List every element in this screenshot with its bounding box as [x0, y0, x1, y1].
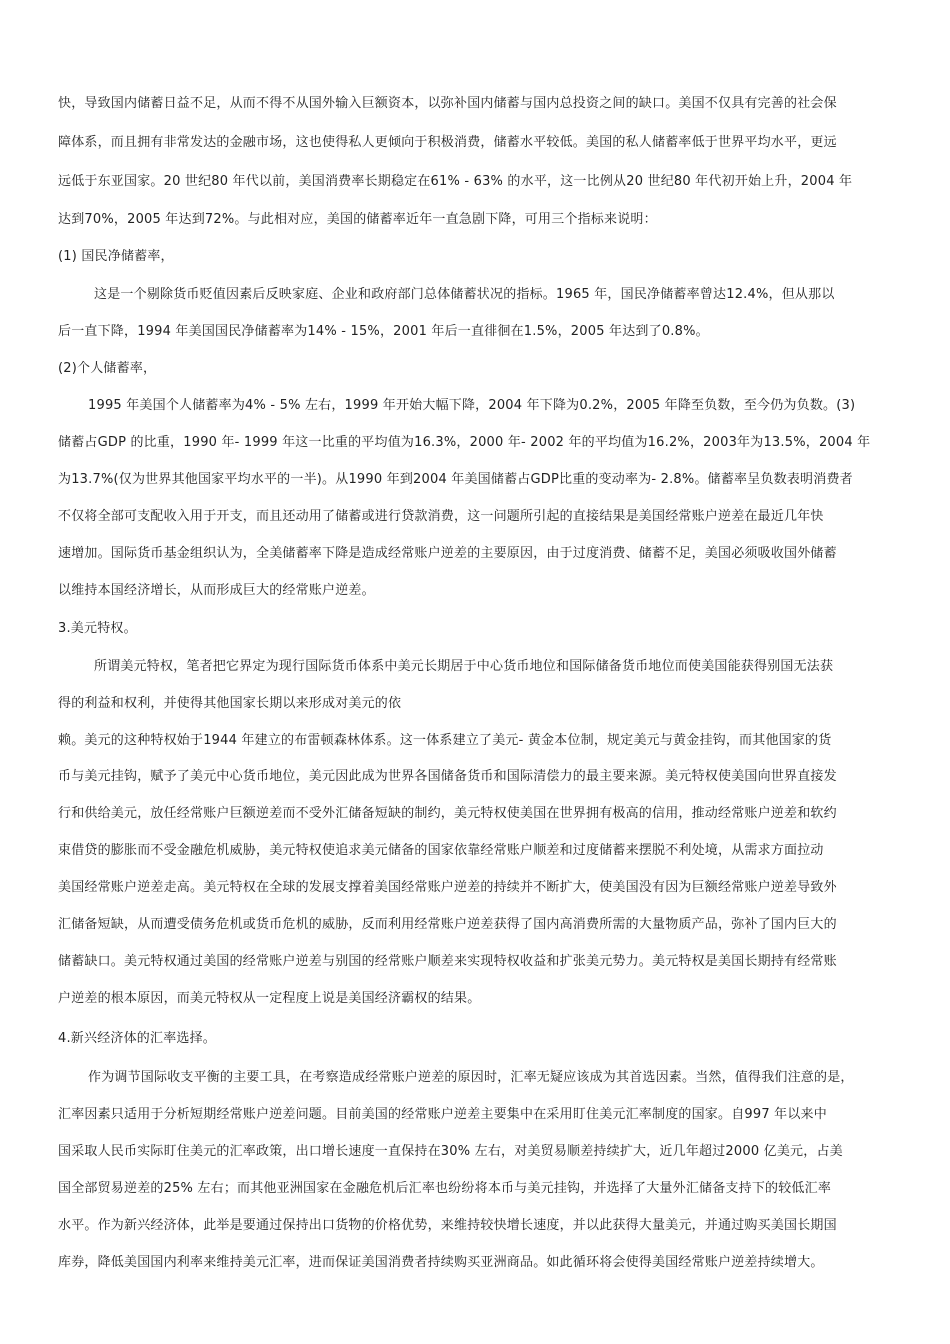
text-line: 汇率因素只适用于分析短期经常账户逆差问题。目前美国的经常账户逆差主要集中在采用盯住美元汇率制度的国家。自997 年以来中: [58, 1107, 827, 1122]
text-line: 水平。作为新兴经济体，此举是要通过保持出口货物的价格优势，来维持较快增长速度，并以此获得大量美元，并通过购买美国长期国: [58, 1218, 837, 1233]
text-line: 后一直下降，1994 年美国国民净储蓄率为14% - 15%，2001 年后一直徘徊在1.5%，2005 年达到了0.8%。: [58, 324, 709, 339]
text-line: 作为调节国际收支平衡的主要工具，在考察造成经常账户逆差的原因时，汇率无疑应该成为其首选因素。当然，值得我们注意的是，: [88, 1070, 854, 1085]
text-line: 汇储备短缺，从而遭受债务危机或货币危机的威胁，反而利用经常账户逆差获得了国内高消费所需的大量物质产品，弥补了国内巨大的: [58, 917, 837, 932]
text-line: 赖。美元的这种特权始于1944 年建立的布雷顿森林体系。这一体系建立了美元- 黄金本位制，规定美元与黄金挂钩，而其他国家的货: [58, 733, 832, 748]
text-line: 以维持本国经济增长，从而形成巨大的经常账户逆差。: [58, 583, 375, 598]
text-line: 户逆差的根本原因，而美元特权从一定程度上说是美国经济霸权的结果。: [58, 991, 481, 1006]
section-heading: 3.美元特权。: [58, 621, 137, 636]
text-line: 币与美元挂钩，赋予了美元中心货币地位，美元因此成为世界各国储备货币和国际清偿力的最主要来源。美元特权使美国向世界直接发: [58, 769, 837, 784]
text-line: 得的利益和权利，并使得其他国家长期以来形成对美元的依: [58, 696, 402, 711]
text-line: 速增加。国际货币基金组织认为，全美储蓄率下降是造成经常账户逆差的主要原因，由于过度消费、储蓄不足，美国必须吸收国外储蓄: [58, 546, 837, 561]
text-line: 障体系，而且拥有非常发达的金融市场，这也使得私人更倾向于积极消费，储蓄水平较低。美国的私人储蓄率低于世界平均水平，更远: [58, 135, 837, 150]
text-line: 不仅将全部可支配收入用于开支，而且还动用了储蓄或进行贷款消费，这一问题所引起的直接结果是美国经常账户逆差在最近几年快: [58, 509, 824, 524]
text-line: 为13.7%(仅为世界其他国家平均水平的一半)。从1990 年到2004 年美国储蓄占GDP比重的变动率为- 2.8%。储蓄率呈负数表明消费者: [58, 472, 853, 487]
text-line: 国采取人民币实际盯住美元的汇率政策，出口增长速度一直保持在30% 左右，对美贸易顺差持续扩大，近几年超过2000 亿美元，占美: [58, 1144, 843, 1159]
text-line: 国全部贸易逆差的25% 左右；而其他亚洲国家在金融危机后汇率也纷纷将本币与美元挂钩，并选择了大量外汇储备支持下的较低汇率: [58, 1181, 832, 1196]
text-line: 1995 年美国个人储蓄率为4% - 5% 左右，1999 年开始大幅下降，2004 年下降为0.2%，2005 年降至负数，至今仍为负数。(3): [88, 398, 856, 413]
text-line: 远低于东亚国家。20 世纪80 年代以前，美国消费率长期稳定在61% - 63% 的水平，这一比例从20 世纪80 年代初开始上升，2004 年: [58, 174, 853, 189]
text-line: 这是一个剔除货币贬值因素后反映家庭、企业和政府部门总体储蓄状况的指标。1965 年，国民净储蓄率曾达12.4%，但从那以: [94, 287, 835, 302]
text-line: 束借贷的膨胀而不受金融危机威胁，美元特权使追求美元储备的国家依靠经常账户顺差和过度储蓄来摆脱不利处境，从需求方面拉动: [58, 843, 824, 858]
text-line: 美国经常账户逆差走高。美元特权在全球的发展支撑着美国经常账户逆差的持续并不断扩大，使美国没有因为巨额经常账户逆差导致外: [58, 880, 837, 895]
section-heading: (1) 国民净储蓄率，: [58, 249, 174, 264]
section-heading: 4.新兴经济体的汇率选择。: [58, 1031, 217, 1046]
text-line: 所谓美元特权，笔者把它界定为现行国际货币体系中美元长期居于中心货币地位和国际储备货币地位而使美国能获得别国无法获: [94, 659, 834, 674]
text-line: 库券，降低美国国内利率来维持美元汇率，进而保证美国消费者持续购买亚洲商品。如此循环将会使得美国经常账户逆差持续增大。: [58, 1255, 824, 1270]
text-line: 快，导致国内储蓄日益不足，从而不得不从国外输入巨额资本，以弥补国内储蓄与国内总投资之间的缺口。美国不仅具有完善的社会保: [58, 96, 837, 111]
text-line: 储蓄缺口。美元特权通过美国的经常账户逆差与别国的经常账户顺差来实现特权收益和扩张美元势力。美元特权是美国长期持有经常账: [58, 954, 837, 969]
text-line: 储蓄占GDP 的比重，1990 年- 1999 年这一比重的平均值为16.3%，2000 年- 2002 年的平均值为16.2%，2003年为13.5%，2004 年: [58, 435, 871, 450]
text-line: 行和供给美元，放任经常账户巨额逆差而不受外汇储备短缺的制约，美元特权使美国在世界拥有极高的信用，推动经常账户逆差和软约: [58, 806, 837, 821]
section-heading: (2)个人储蓄率，: [58, 361, 157, 376]
text-line: 达到70%，2005 年达到72%。与此相对应，美国的储蓄率近年一直急剧下降，可用三个指标来说明：: [58, 212, 657, 227]
